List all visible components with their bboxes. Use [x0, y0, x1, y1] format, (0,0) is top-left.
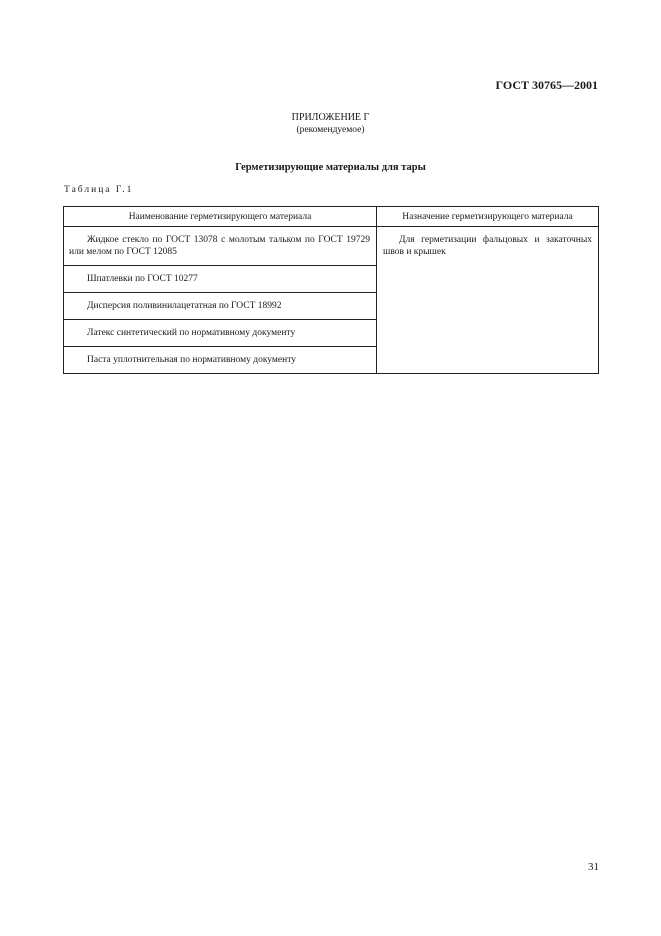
material-cell: Жидкое стекло по ГОСТ 13078 с молотым тальком по ГОСТ 19729 или мелом по ГОСТ 12085 — [64, 227, 377, 266]
column-header-purpose: Назначение герметизирующего материала — [377, 207, 599, 227]
table-row — [64, 227, 599, 266]
materials-table — [63, 206, 599, 374]
material-cell: Латекс синтетический по нормативному документу — [64, 320, 377, 347]
material-cell: Шпатлевки по ГОСТ 10277 — [64, 266, 377, 293]
material-cell: Паста уплотнительная по нормативному документу — [64, 347, 377, 374]
column-header-material: Наименование герметизирующего материала — [64, 207, 377, 227]
appendix-heading — [0, 112, 661, 136]
table-caption: Таблица Г.1 — [64, 185, 134, 195]
appendix-title: ПРИЛОЖЕНИЕ Г — [291, 112, 370, 123]
section-title: Герметизирующие материалы для тары — [235, 162, 426, 173]
purpose-cell: Для герметизации фальцовых и закаточных швов и крышек — [377, 227, 599, 374]
appendix-subtitle: (рекомендуемое) — [296, 125, 365, 135]
material-cell: Дисперсия поливинилацетатная по ГОСТ 18992 — [64, 293, 377, 320]
page-number: 31 — [588, 861, 599, 873]
table-header-row — [64, 207, 599, 227]
document-header: ГОСТ 30765—2001 — [495, 78, 598, 92]
